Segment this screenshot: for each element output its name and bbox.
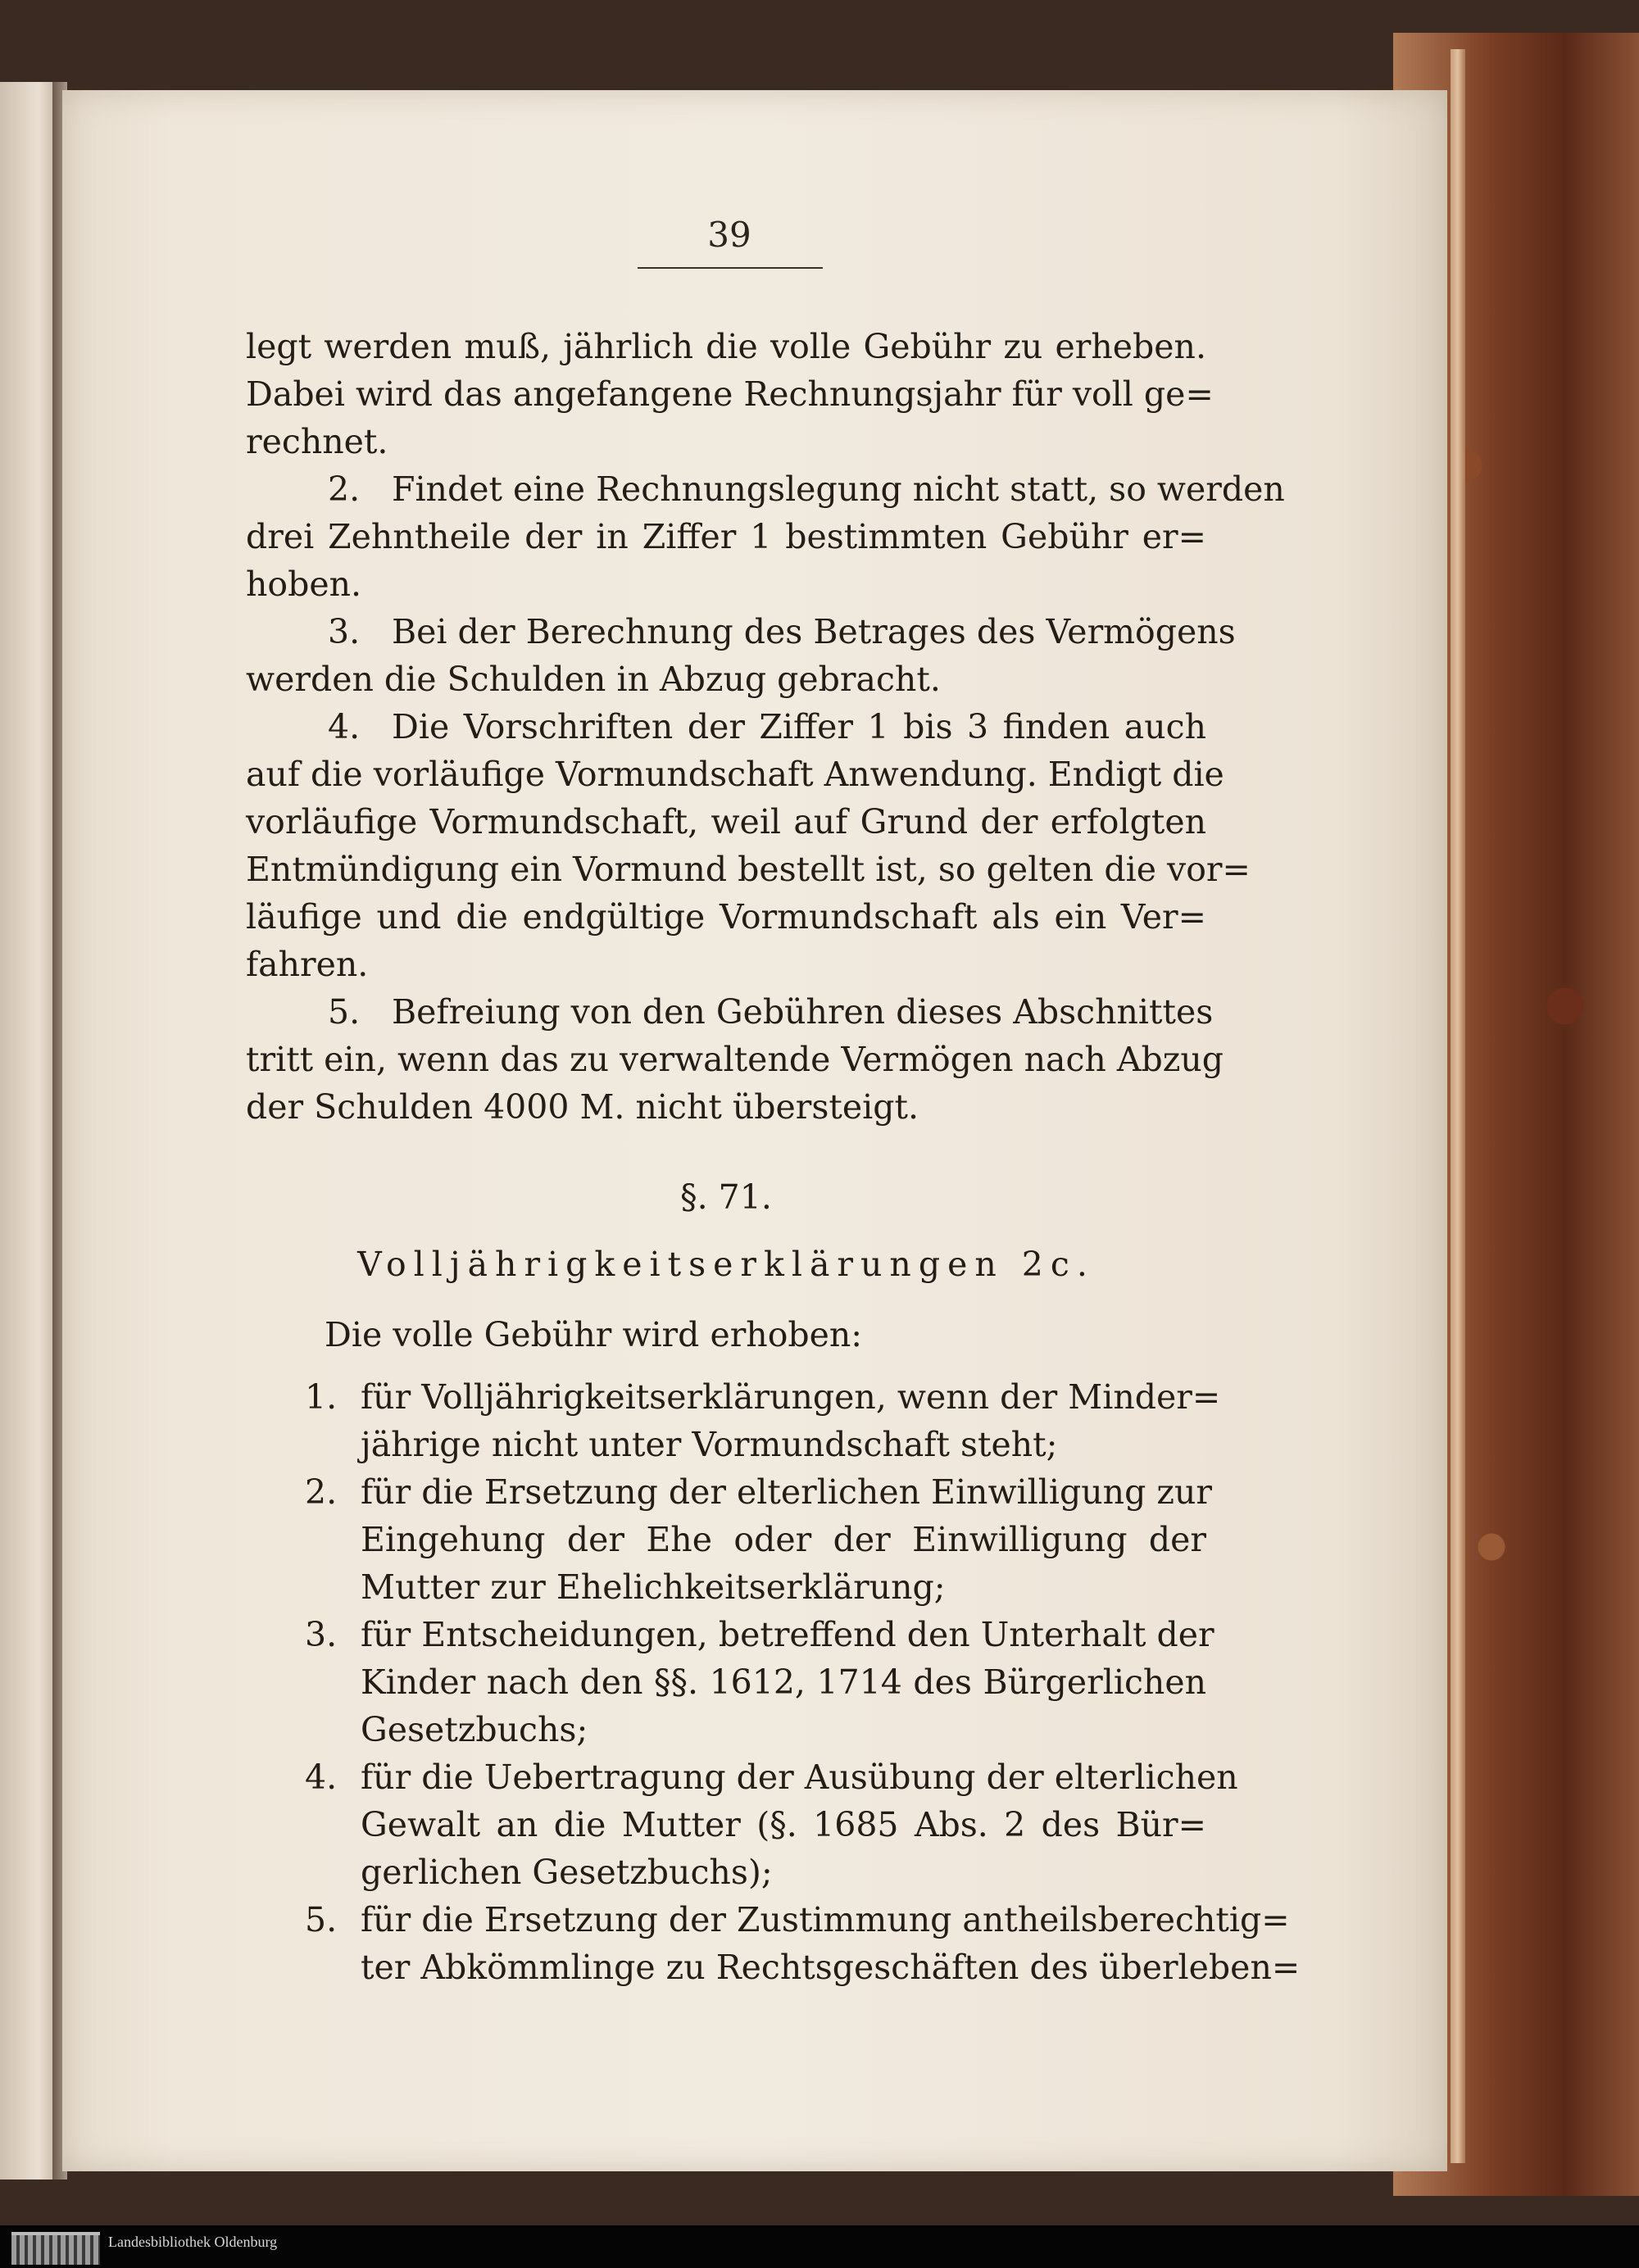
- paragraph-number: 2.: [328, 469, 361, 509]
- list-line: für Volljährigkeitserklärungen, wenn der Minder=: [361, 1377, 1221, 1417]
- section-title: Volljährigkeitserklärungen 2c.: [357, 1245, 1095, 1284]
- section-number: §. 71.: [680, 1177, 772, 1217]
- text-line: Entmündigung ein Vormund bestellt ist, so gelten die vor=: [246, 850, 1251, 889]
- library-building-logo: [11, 2232, 100, 2265]
- paragraph-number: 4.: [328, 707, 361, 746]
- list-number: 5.: [305, 1900, 338, 1939]
- text-line: auf die vorläufige Vormundschaft Anwendung. Endigt die: [246, 755, 1224, 794]
- library-name: Landesbibliothek Oldenburg: [108, 2234, 278, 2250]
- text-line: Dabei wird das angefangene Rechnungsjahr für voll ge=: [246, 374, 1214, 414]
- list-line: Gesetzbuchs;: [361, 1710, 588, 1749]
- section-intro: Die volle Gebühr wird erhoben:: [325, 1315, 863, 1354]
- list-line: ter Abkömmlinge zu Rechtsgeschäften des überleben=: [361, 1948, 1301, 1987]
- list-line: für die Ersetzung der elterlichen Einwilligung zur: [361, 1472, 1212, 1512]
- list-number: 1.: [305, 1377, 338, 1417]
- text-line: rechnet.: [246, 422, 388, 461]
- list-line: für die Ersetzung der Zustimmung antheilsberechtig=: [361, 1900, 1290, 1939]
- list-line: Eingehung der Ehe oder der Einwilligung der: [361, 1520, 1206, 1559]
- text-line: Bei der Berechnung des Betrages des Vermögens: [392, 612, 1236, 651]
- list-number: 4.: [305, 1758, 338, 1797]
- page-number: 39: [707, 215, 751, 255]
- header-rule: [638, 267, 823, 269]
- list-line: Mutter zur Ehelichkeitserklärung;: [361, 1567, 946, 1607]
- list-line: für die Uebertragung der Ausübung der elterlichen: [361, 1758, 1238, 1797]
- text-line: vorläufige Vormundschaft, weil auf Grund der erfolgten: [246, 802, 1206, 841]
- paragraph-number: 5.: [328, 992, 361, 1032]
- paragraph-number: 3.: [328, 612, 361, 651]
- list-number: 3.: [305, 1615, 338, 1654]
- list-line: Kinder nach den §§. 1612, 1714 des Bürgerlichen: [361, 1662, 1206, 1702]
- footer-bar: [0, 2225, 1639, 2268]
- list-line: für Entscheidungen, betreffend den Unterhalt der: [361, 1615, 1214, 1654]
- text-line: tritt ein, wenn das zu verwaltende Vermögen nach Abzug: [246, 1040, 1224, 1079]
- text-line: der Schulden 4000 M. nicht übersteigt.: [246, 1087, 919, 1127]
- text-line: Die Vorschriften der Ziffer 1 bis 3 finden auch: [392, 707, 1206, 746]
- text-line: legt werden muß, jährlich die volle Gebühr zu erheben.: [246, 327, 1206, 366]
- text-line: läufige und die endgültige Vormundschaft als ein Ver=: [246, 897, 1206, 937]
- text-line: drei Zehntheile der in Ziffer 1 bestimmten Gebühr er=: [246, 517, 1206, 556]
- list-line: gerlichen Gesetzbuchs);: [361, 1853, 773, 1892]
- text-line: Befreiung von den Gebühren dieses Abschnittes: [392, 992, 1214, 1032]
- text-line: fahren.: [246, 945, 369, 984]
- text-line: Findet eine Rechnungslegung nicht statt, so werden: [392, 469, 1285, 509]
- text-line: hoben.: [246, 565, 362, 604]
- page-edges: [1451, 49, 1465, 2163]
- list-line: Gewalt an die Mutter (§. 1685 Abs. 2 des Bür=: [361, 1805, 1206, 1844]
- list-number: 2.: [305, 1472, 338, 1512]
- text-line: werden die Schulden in Abzug gebracht.: [246, 660, 941, 699]
- list-line: jährige nicht unter Vormundschaft steht;: [361, 1425, 1058, 1464]
